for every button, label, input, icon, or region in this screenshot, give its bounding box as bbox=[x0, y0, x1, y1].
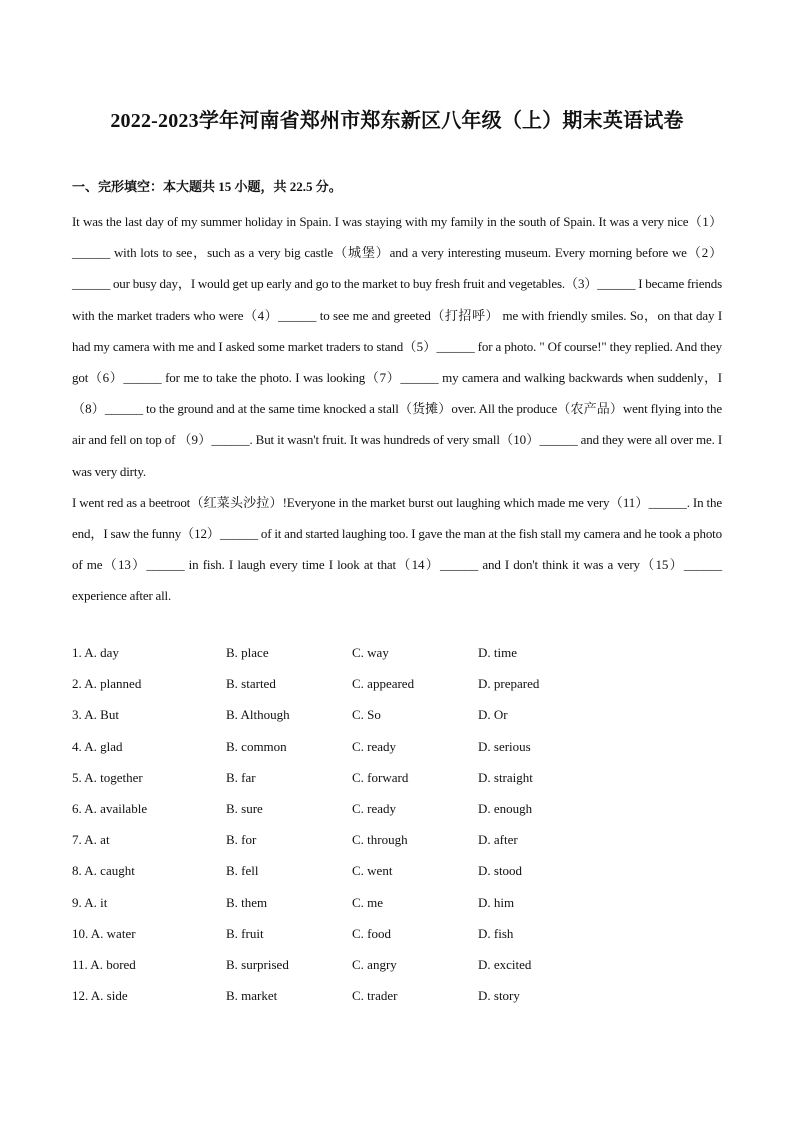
cloze-passage bbox=[72, 206, 722, 612]
option-c: C. went bbox=[352, 863, 393, 879]
question-row bbox=[72, 986, 722, 1017]
option-b: B. fruit bbox=[226, 925, 264, 941]
option-b: B. place bbox=[226, 645, 269, 660]
option-a: 2. A. planned bbox=[72, 676, 142, 692]
option-d: D. serious bbox=[478, 738, 531, 754]
option-c: C. forward bbox=[352, 769, 409, 785]
question-row bbox=[72, 643, 722, 674]
question-row bbox=[72, 799, 722, 830]
question-row bbox=[72, 737, 722, 768]
option-b: B. Although bbox=[226, 707, 290, 723]
option-c: C. appeared bbox=[352, 676, 415, 692]
question-row bbox=[72, 768, 722, 799]
option-a: 4. A. glad bbox=[72, 738, 123, 754]
question-row bbox=[72, 924, 722, 955]
option-b: B. sure bbox=[226, 800, 263, 816]
option-c: C. trader bbox=[352, 988, 398, 1004]
option-c: C. ready bbox=[352, 800, 397, 816]
option-a: 1. A. day bbox=[72, 645, 119, 660]
option-c: C. So bbox=[352, 707, 381, 723]
option-c: C. ready bbox=[352, 738, 397, 754]
option-d: D. Or bbox=[478, 707, 508, 723]
option-d: D. prepared bbox=[478, 676, 540, 692]
option-a: 5. A. together bbox=[72, 769, 143, 785]
question-row bbox=[72, 893, 722, 924]
option-d: D. him bbox=[478, 894, 515, 910]
option-d: D. after bbox=[478, 832, 518, 848]
passage-paragraph: I went red as a beetroot（红菜头沙拉）!Everyone in the market burst out laughing which made me very（11）______. In the end，I saw the funny（12）______ of it and started laughing too. I gave the man at the fish stall my camera and he took a photo of me（13）______ in fish. I laugh every time I look at that（14）______ and I don't think it was a very（15）______ experience after all. bbox=[72, 494, 722, 604]
option-b: B. for bbox=[226, 832, 257, 848]
option-a: 12. A. side bbox=[72, 988, 128, 1004]
exam-title: 2022-2023学年河南省郑州市郑东新区八年级（上）期末英语试卷 bbox=[110, 110, 684, 132]
option-a: 7. A. at bbox=[72, 832, 110, 848]
option-c: C. through bbox=[352, 832, 408, 848]
option-d: D. story bbox=[478, 988, 520, 1004]
option-d: D. time bbox=[478, 645, 517, 660]
option-d: D. stood bbox=[478, 863, 523, 879]
option-d: D. straight bbox=[478, 769, 533, 785]
option-c: C. way bbox=[352, 645, 389, 660]
option-d: D. enough bbox=[478, 800, 533, 816]
question-row bbox=[72, 830, 722, 861]
option-d: D. excited bbox=[478, 956, 532, 972]
option-b: B. far bbox=[226, 769, 256, 785]
question-row bbox=[72, 674, 722, 705]
option-b: B. common bbox=[226, 738, 287, 754]
passage-paragraph: It was the last day of my summer holiday in Spain. I was staying with my family in the south of Spain. It was a very nice（1）______ with lots to see，such as a very big castle（城堡）and a very interesting museum. Every morning before we（2）______ our busy day，I would get up early and go to the market to buy fresh fruit and vegetables.（3）______ I became friends with the market traders who were（4）______ to see me and greeted（打招呼） me with friendly smiles. So，on that day I had my camera with me and I asked some market traders to stand（5）______ for a photo. " Of course!" they replied. And they got（6）______ for me to take the photo. I was looking（7）______ my camera and walking backwards when suddenly，I（8）______ to the ground and at the same time knocked a stall（货摊）over. All the produce（农产品）went flying into the air and fell on top of （9）______. But it wasn't fruit. It was hundreds of very small（10）______ and they were all over me. I was very dirty. bbox=[72, 214, 722, 479]
option-c: C. angry bbox=[352, 956, 397, 972]
option-b: B. started bbox=[226, 676, 276, 692]
option-a: 3. A. But bbox=[72, 707, 119, 723]
option-d: D. fish bbox=[478, 925, 514, 941]
option-a: 6. A. available bbox=[72, 800, 148, 816]
question-row bbox=[72, 705, 722, 736]
question-row bbox=[72, 955, 722, 986]
section-heading: 一、完形填空：本大题共 15 小题，共 22.5 分。 bbox=[72, 179, 342, 194]
option-a: 8. A. caught bbox=[72, 863, 135, 879]
option-a: 11. A. bored bbox=[72, 956, 136, 972]
option-b: B. them bbox=[226, 894, 268, 910]
option-c: C. me bbox=[352, 894, 384, 910]
option-a: 10. A. water bbox=[72, 925, 136, 941]
question-options-list bbox=[72, 643, 722, 1017]
option-c: C. food bbox=[352, 925, 391, 941]
option-b: B. market bbox=[226, 988, 278, 1004]
question-row bbox=[72, 861, 722, 892]
option-a: 9. A. it bbox=[72, 894, 108, 910]
option-b: B. fell bbox=[226, 863, 259, 879]
option-b: B. surprised bbox=[226, 956, 289, 972]
